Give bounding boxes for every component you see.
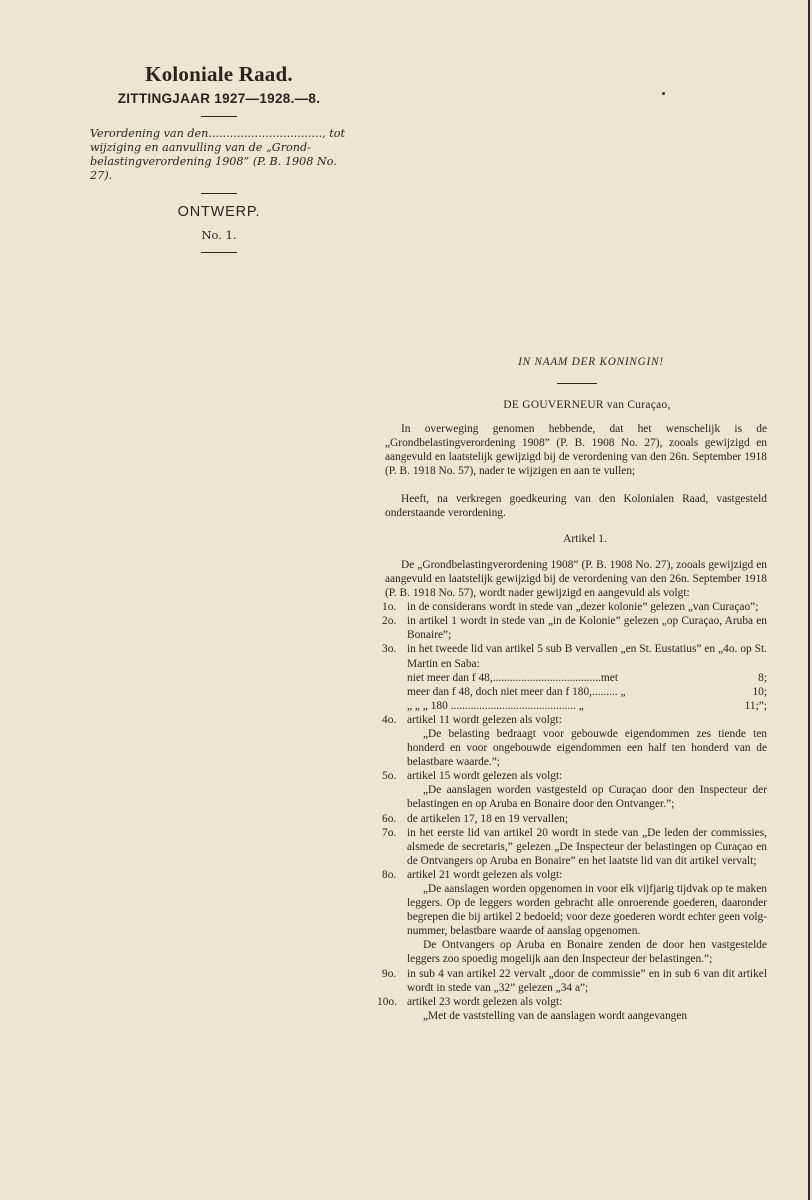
list-item — [382, 769, 767, 783]
divider — [201, 252, 237, 253]
item-number: 9o. — [382, 967, 397, 980]
item-number: 10o. — [377, 995, 397, 1008]
header-block — [84, 62, 354, 263]
item-text: artikel 11 wordt gelezen als volgt: — [407, 713, 562, 726]
divider — [201, 116, 237, 117]
considerans: In overweging genomen hebbende, dat het wenschelijk is de „Grondbelastingverordening 1908” (P. B. 1908 No. 27), zooals gewijzigd en aangevuld en laatstelijk gewijzigd bij de verordening van den 26n. September 1918 (P. B. 1918 No. 57), nader te wijzigen en aan te vullen; — [385, 423, 767, 478]
quoted-text: De Ontvangers op Aruba en Bonaire zenden de door hen vastgestelde leggers zoo spoedig mogelijk aan den Inspecteur der belastingen.”; — [407, 939, 767, 966]
quoted-text: „De aanslagen worden opgenomen in voor elk vijfjarig tijdvak op te maken leggers. Op de leggers worden gebracht alle onroerende goederen, daaronder begrepen die bij artikel 2 bedoeld; voor deze goederen wordt echter geen volgnummer, belastbare waarde of aanslag opgenomen. — [407, 883, 767, 938]
list-item — [382, 868, 767, 882]
item-number: 8o. — [382, 868, 397, 881]
article-title: Artikel 1. — [563, 532, 607, 545]
rate-value: 8; — [758, 671, 767, 684]
draft-number: No. 1. — [201, 228, 237, 242]
item-text: in het tweede lid van artikel 5 sub B vervallen „en St. Eustatius” en „4o. op St. Martin en Saba: — [407, 643, 767, 670]
list-item — [382, 642, 767, 670]
item-text: in sub 4 van artikel 22 vervalt „door de commissie” en in sub 6 van dit artikel wordt in stede van „32” gelezen „34 a”; — [407, 967, 767, 994]
list-item — [382, 812, 767, 826]
article-intro: De „Grondbelastingverordening 1908” (P. B. 1908 No. 27), zooals gewijzigd en aangevuld en laatstelijk gewijzigd bij de verordening van den 26n. September 1918 (P. B. 1918 No. 57), wordt nader gewijzigd en aangevuld als volgt: — [385, 558, 767, 600]
royal-heading: IN NAAM DER KONINGIN! — [518, 356, 664, 368]
quoted-text: „De aanslagen worden vastgesteld op Curaçao door den Inspecteur der belastingen en op Aruba en Bonaire door den Ontvanger.”; — [407, 784, 767, 811]
list-item — [377, 995, 767, 1009]
quoted-text: „Met de vaststelling van de aanslagen wordt aangevangen — [423, 1009, 688, 1022]
item-number: 3o. — [382, 643, 397, 656]
item-text: artikel 21 wordt gelezen als volgt: — [407, 868, 563, 881]
item-number: 6o. — [382, 812, 397, 825]
tax-rate-row — [385, 671, 767, 685]
session-year: ZITTINGJAAR 1927—1928.—8. — [117, 91, 321, 106]
item-text: in de considerans wordt in stede van „dezer kolonie” gelezen „van Curaçao”; — [407, 601, 759, 614]
item-number: 7o. — [382, 826, 397, 839]
draft-label: ONTWERP. — [177, 204, 261, 220]
ordinance-subject: Verordening van den................................, tot wijziging en aanvulling van de „Grondbelastingverordening 1908” (P. B. 1908 No. 27). — [90, 127, 345, 182]
rate-label: meer dan f 48, doch niet meer dan f 180,......... „ — [407, 685, 626, 698]
item-text: in het eerste lid van artikel 20 wordt in stede van „De leden der commissies, alsmede de secretaris,” gelezen „De Inspecteur der belastingen op Curaçao en de Ontvangers op Aruba en Bonaire” en het laatste lid van dit artikel vervalt; — [407, 826, 767, 867]
item-number: 4o. — [382, 713, 397, 726]
item-number: 2o. — [382, 615, 397, 628]
divider — [557, 383, 597, 384]
rate-label: niet meer dan f 48,......................................met — [407, 671, 619, 684]
item-text: artikel 15 wordt gelezen als volgt: — [407, 770, 563, 783]
rate-value: 10; — [752, 685, 767, 698]
item-text: artikel 23 wordt gelezen als volgt: — [407, 995, 563, 1008]
item-text: in artikel 1 wordt in stede van „in de Kolonie” gelezen „op Curaçao, Aruba en Bonaire”; — [407, 615, 767, 642]
list-item — [382, 826, 767, 868]
list-item — [382, 600, 767, 614]
governor-line: DE GOUVERNEUR van Curaçao, — [503, 399, 671, 412]
rate-label: „ „ „ 180 ............................................ „ — [407, 699, 584, 712]
quoted-text: „De belasting bedraagt voor gebouwde eigendommen zes tiende ten honderd en voor ongebouwde eigendommen een half ten honderd van de belastbare waarde.”; — [407, 727, 767, 769]
list-item — [382, 614, 767, 642]
ordinance-body — [377, 355, 767, 1023]
list-item — [382, 713, 767, 727]
rate-value: 11;”; — [744, 699, 767, 712]
item-text: de artikelen 17, 18 en 19 vervallen; — [407, 812, 568, 825]
tax-rate-row — [385, 685, 767, 699]
divider — [201, 193, 237, 194]
council-title: Koloniale Raad. — [145, 62, 293, 86]
item-number: 5o. — [382, 770, 397, 783]
item-number: 1o. — [382, 601, 397, 614]
tax-rate-row — [385, 699, 767, 713]
list-item — [382, 967, 767, 995]
paper-speck — [662, 92, 665, 95]
enactment-clause: Heeft, na verkregen goedkeuring van den Kolonialen Raad, vastgesteld onderstaande verordening. — [385, 492, 767, 519]
